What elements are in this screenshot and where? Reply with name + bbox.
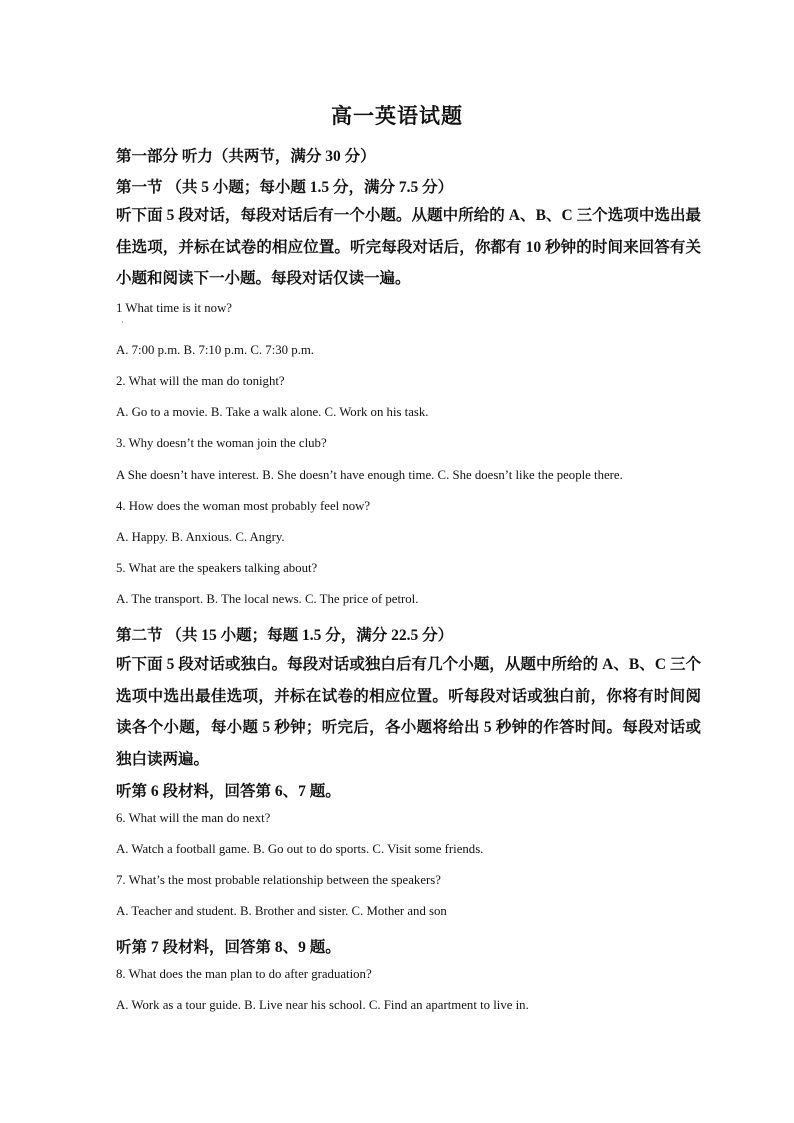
page-title: 高一英语试题 bbox=[331, 104, 463, 128]
question-2: 2. What will the man do tonight? bbox=[116, 374, 285, 388]
part1-heading: 第一部分 听力（共两节，满分 30 分） bbox=[116, 148, 376, 165]
question-7: 7. What’s the most probable relationship between the speakers? bbox=[116, 873, 441, 887]
section1-instructions: 听下面 5 段对话，每段对话后有一个小题。从题中所给的 A、B、C 三个选项中选出最佳选项，并标在试卷的相应位置。听完每段对话后，你都有 10 秒钟的时间来回答有关小题和阅读下一小题。每段对话仅读一遍。 bbox=[116, 207, 701, 287]
question-6-options: A. Watch a football game. B. Go out to do sports. C. Visit some friends. bbox=[116, 842, 484, 856]
section2-instructions: 听下面 5 段对话或独白。每段对话或独白后有几个小题，从题中所给的 A、B、C 三个选项中选出最佳选项，并标在试卷的相应位置。听每段对话或独白前，你将有时间阅读各个小题，每小题 5 秒钟；听完后，各小题将给出 5 秒钟的作答时间。每段对话或独白读两遍。 bbox=[116, 656, 701, 768]
question-6: 6. What will the man do next? bbox=[116, 811, 271, 825]
question-2-options: A. Go to a movie. B. Take a walk alone. C. Work on his task. bbox=[116, 405, 429, 419]
question-1-options: A. 7:00 p.m. B. 7:10 p.m. C. 7:30 p.m. bbox=[116, 343, 315, 357]
question-7-options: A. Teacher and student. B. Brother and sister. C. Mother and son bbox=[116, 904, 447, 918]
question-8-options: A. Work as a tour guide. B. Live near his school. C. Find an apartment to live in. bbox=[116, 998, 529, 1012]
section1-heading: 第一节 （共 5 小题；每小题 1.5 分，满分 7.5 分） bbox=[116, 179, 454, 196]
question-4: 4. How does the woman most probably feel now? bbox=[116, 499, 371, 513]
material-6-heading: 听第 6 段材料，回答第 6、7 题。 bbox=[116, 783, 341, 800]
question-5: 5. What are the speakers talking about? bbox=[116, 561, 318, 575]
question-1: 1 What time is it now? bbox=[116, 301, 232, 315]
question-8: 8. What does the man plan to do after graduation? bbox=[116, 967, 372, 981]
question-3-options: A She doesn’t have interest. B. She doesn’t have enough time. C. She doesn’t like the people there. bbox=[116, 468, 623, 482]
question-3: 3. Why doesn’t the woman join the club? bbox=[116, 436, 327, 450]
question-4-options: A. Happy. B. Anxious. C. Angry. bbox=[116, 530, 285, 544]
material-7-heading: 听第 7 段材料，回答第 8、9 题。 bbox=[116, 939, 341, 956]
stray-mark: · bbox=[121, 318, 124, 327]
question-5-options: A. The transport. B. The local news. C. The price of petrol. bbox=[116, 592, 419, 606]
section2-heading: 第二节 （共 15 小题；每题 1.5 分，满分 22.5 分） bbox=[116, 627, 454, 644]
